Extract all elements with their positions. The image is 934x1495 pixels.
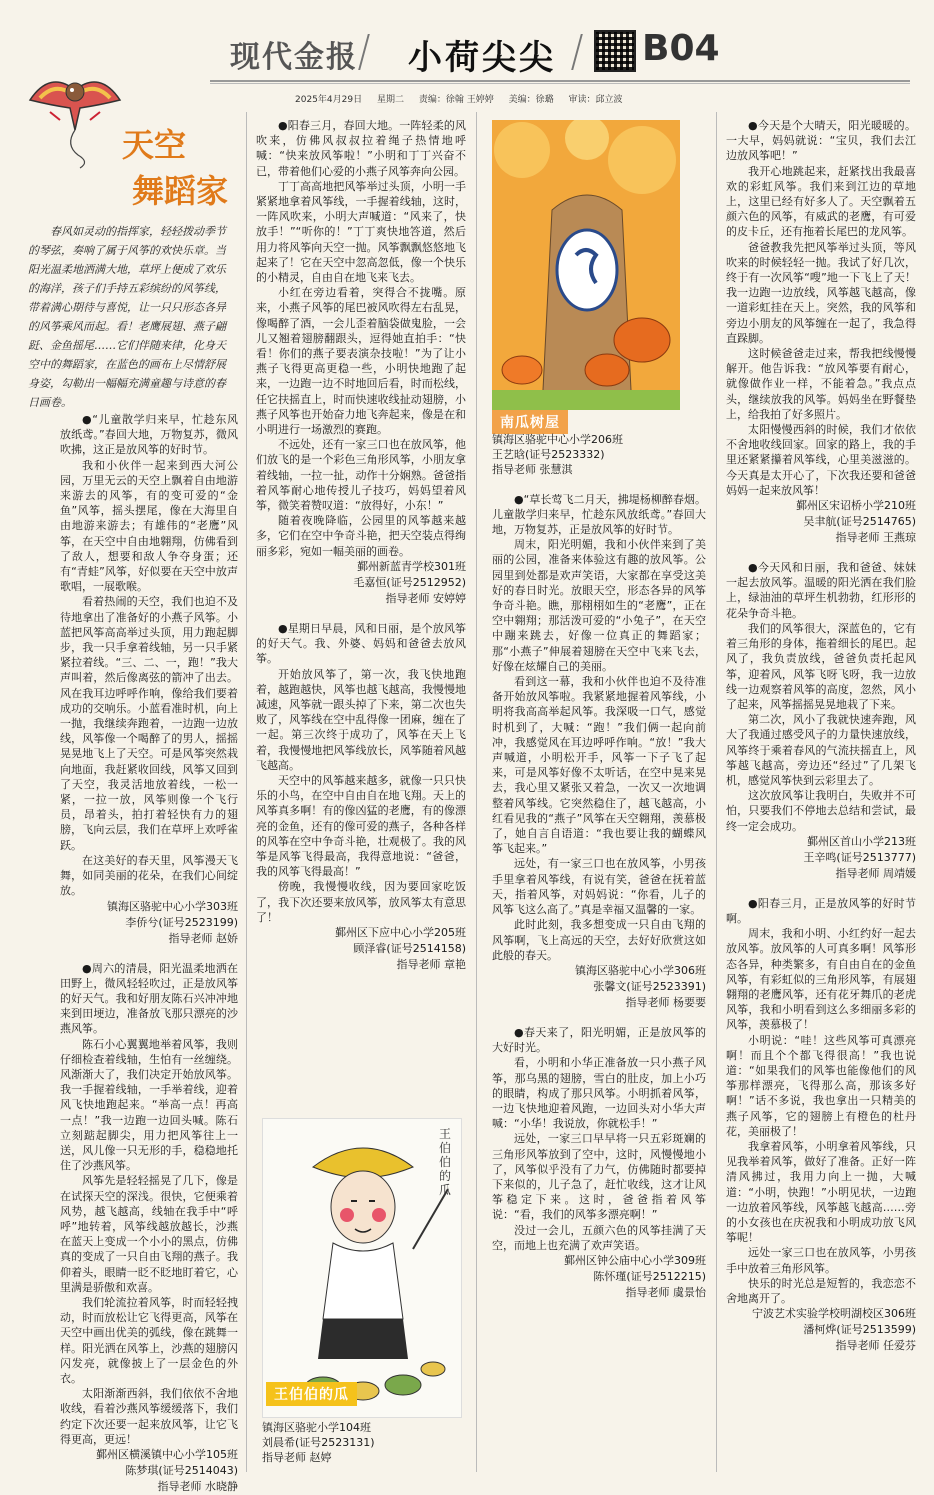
issue-weekday: 星期二 xyxy=(376,95,404,105)
article-paragraph: 在这美好的春天里，风筝漫天飞舞，如同美丽的花朵，在我们心间绽放。 xyxy=(60,853,238,898)
feature-intro: 春风如灵动的指挥家，轻轻拨动季节的琴弦，奏响了属于风筝的欢快乐章。当阳光温柔地洒满大地，草坪上便成了欢乐的海洋，孩子们手持五彩缤纷的风筝线，带着满心期待与喜悦，让一只只形态各异的风筝乘风而起。看！老鹰展翅、燕子翩跹、金鱼摇尾……它们伴随来律，化身天空中的舞蹈家，在蓝色的画布上尽情舒展身姿，勾勒出一幅幅充满童趣与诗意的春日画卷。 xyxy=(28,225,226,409)
author-teacher: 指导老师 水晓静 xyxy=(157,1480,238,1493)
author-teacher: 指导老师 赵娇 xyxy=(168,931,238,945)
author-teacher: 指导老师 王燕琼 xyxy=(835,531,916,545)
article-paragraph: ●阳春三月，正是放风筝的好时节啊。 xyxy=(726,896,916,925)
article-paragraph: 此时此刻，我多想变成一只自由飞翔的风筝啊，飞上高远的天空，去好好欣赏这如此般的春天。 xyxy=(492,918,706,962)
author-name: 陈梦琪(证号2514043) xyxy=(125,1464,238,1477)
painting-caption: 南瓜树屋 xyxy=(492,410,568,434)
newspaper-name: 现代金报 xyxy=(230,40,358,75)
author-school: 镇海区骆驼小学104班 xyxy=(262,1421,371,1434)
qr-code-icon[interactable] xyxy=(594,30,636,72)
author-school: 镇海区骆驼中心小学303班 xyxy=(107,899,238,913)
page-number: B04 xyxy=(642,28,720,69)
painting-credit xyxy=(262,1420,472,1466)
column-divider xyxy=(716,112,717,1472)
author-school: 鄞州区下应中心小学205班 xyxy=(335,925,466,939)
author-name: 王艺晗(证号2523332) xyxy=(492,448,605,462)
article-paragraph: 周末，我和小明、小红约好一起去放风筝。放风筝的人可真多啊！风筝形态各异，种类繁多，有自由自在的金鱼风筝，有彩虹似的三角形风筝，有展翅翱翔的老鹰风筝，还有花牙舞爪的老虎风筝，我和小明看到这么多细丽多彩的风筝，羡慕极了！ xyxy=(726,927,916,1032)
article-paragraph: 远处一家三口也在放风筝，小男孩手中放着三角形风筝。 xyxy=(726,1246,916,1275)
feature-title-line2: 舞蹈家 xyxy=(132,172,229,210)
column-1 xyxy=(60,412,238,1495)
article-paragraph: 远处，一家三口早早将一只五彩斑斓的三角形风筝放到了空中，这时，风慢慢地小了，风筝似乎没有了力气，仿佛随时都要掉下来似的，儿子急了，赶忙收线，这才让风筝稳定下来。这时，爸爸指着风筝说：“看，我们的风筝多漂亮啊！” xyxy=(492,1132,706,1222)
header-rule xyxy=(210,83,910,84)
kite-illustration-icon xyxy=(20,60,130,170)
article-paragraph: 第二次，风小了我就快速奔跑，风大了我通过感受风子的力量快速放线，风筝终于乘着春风的气流扶摇直上，风筝越飞越高，旁边还“经过”了几架飞机，感觉风筝快到云彩里去了。 xyxy=(726,713,916,787)
article-paragraph: ●“草长莺飞二月天，拂堤杨柳醉春烟。儿童散学归来早，忙趁东风放纸鸢。”春回大地，万物复苏，正是放风筝的好时节。 xyxy=(492,492,706,537)
article-paragraph: 我们的风筝很大，深蓝色的，它有着三角形的身体，拖着细长的尾巴。起风了，我负责放线，爸爸负责托起风筝，迎着风，风筝飞呀飞呀，我一边放线一边观察着风筝的高度，忽然，风小了起来，风筝摇摇晃晃地栽了下来。 xyxy=(726,621,916,711)
column-divider xyxy=(246,112,247,1472)
article-paragraph: 开始放风筝了，第一次，我飞快地跑着，越跑越快，风筝也越飞越高，我慢慢地减速，风筝就一跟头掉了下来，第二次也失败了，风筝线在空中乱得像一团麻，缠在了一起。第三次终于成功了，风筝在天上飞着，我慢慢地把风筝线放长，风筝随着风越飞越高。 xyxy=(256,667,466,772)
article-paragraph: 我开心地跳起来，赶紧找出我最喜欢的彩虹风筝。我们来到江边的草地上，这里已经有好多人了。天空飘着五颜六色的风筝，有威武的老鹰，有可爱的皮卡丘，还有拖着长尾巴的龙风筝。 xyxy=(726,164,916,239)
author-name: 李侨兮(证号2523199) xyxy=(125,915,238,929)
article-paragraph: ●春天来了，阳光明媚，正是放风筝的大好时光。 xyxy=(492,1025,706,1055)
header-separator xyxy=(571,34,583,70)
article-paragraph: 我和小伙伴一起来到西大河公园，万里无云的天空上飘着自由地游来游去的风筝，有的变可爱的“金鱼”风筝，摇头摆尾，像在大海里自由地游来游去；有雄伟的“老鹰”风筝，在天空中自由地翱翔，仿佛看到了敌人，想要和敌人争夺身蛋；还有“青蛙”风筝，好似要在天空中放声歌唱，一展歌喉。 xyxy=(60,458,238,594)
article-paragraph: 这次放风筝让我明白，失败并不可怕，只要我们不停地去总结和尝试，最终一定会成功。 xyxy=(726,789,916,833)
header-rule xyxy=(210,80,910,82)
author-name: 毛嘉恒(证号2512952) xyxy=(353,575,466,589)
article-paragraph: 傍晚，我慢慢收线，因为要回家吃饭了，我下次还要来放风筝，放风筝太有意思了！ xyxy=(256,880,466,924)
author-school: 鄞州区横溪镇中心小学105班 xyxy=(96,1448,238,1461)
article-paragraph: 风筝先是轻轻摇晃了几下，像是在试探天空的深浅。很快，它便乘着风势，越飞越高，线轴在我手中“呼呼”地转着，风筝线越放越长，沙燕在蓝天上变成一个小小的黑点，仿佛真的变成了一只自由飞翔的燕子。我仰着头，眼睛一眨不眨地盯着它，心里满是骄傲和欢喜。 xyxy=(60,1174,238,1294)
article-paragraph: 看着热闹的天空，我们也迫不及待地拿出了准备好的小燕子风筝。小蓝把风筝高高举过头顶，用力跑起脚步，我一只手拿着线轴，另一只手紧紧拉着线。“三、二、一，跑！”我大声叫着，然后像离弦的箭冲了出去。风在我耳边呼呼作响，像给我们要着成功的交响乐。小蓝看准时机，向上一抛，我继续奔跑着，一边跑一边放线，风筝像一个喝醉了的男人，摇摇晃晃地飞上了天空。可是风筝突然栽向地面，我赶紧收回线，风筝又回到了天空，我灵活地放着线，一松一紧，一拉一放，风筝则像一个飞行员，昂着头，拍打着轻快有力的翅膀，飞向云层，我们在草坪上欢呼雀跃。 xyxy=(60,595,238,852)
author-teacher: 指导老师 章艳 xyxy=(396,957,466,971)
author-name: 陈怀瑾(证号2512215) xyxy=(593,1269,706,1283)
article-paragraph: 陈石小心翼翼地举着风筝，我则仔细检查着线轴，生怕有一丝缠绕。风渐渐大了，我们决定开始放风筝。我一手握着线轴，一手举着线，迎着风飞快地跑起来。“举高一点！再高一点！”我一边跑一边回头喊。陈石立刻踮起脚尖，用力把风筝往上一送，风儿像一只无形的手，稳稳地托住了沙燕风筝。 xyxy=(60,1037,238,1173)
section-title: 小荷尖尖 xyxy=(408,38,556,78)
article-paragraph: 不远处，还有一家三口也在放风筝，他们放飞的是一个彩色三角形风筝，小朋友拿着线轴，一拉一扯，动作十分娴熟。爸爸指着风筝耐心地传授儿子技巧，妈妈望着风筝，微笑着赞叹道：“放得好，小东！” xyxy=(256,438,466,513)
article-paragraph: 我拿着风筝，小明拿着风筝线，只见我举着风筝，做好了准备。正好一阵清风拂过，我用力向上一抛，大喊道：“小明，快跑！”小明见状，一边跑一边放着风筝线，风筝越飞越高……旁的小女孩也在庆祝我和小明成功放飞风筝呢！ xyxy=(726,1139,916,1245)
issue-date: 2025年4月29日 xyxy=(295,95,363,105)
author-teacher: 指导老师 周靖媛 xyxy=(835,866,916,880)
author-name: 张馨文(证号2523391) xyxy=(593,979,706,993)
author-school: 鄞州区首山小学213班 xyxy=(807,834,916,848)
issue-proofreader: 审读：邱立波 xyxy=(568,95,623,105)
painting-title-text: 王伯伯的瓜 xyxy=(439,1127,452,1197)
author-name: 刘晨希(证号2523131) xyxy=(262,1436,375,1450)
author-school: 宁波艺术实验学校明湖校区306班 xyxy=(752,1307,916,1321)
article-paragraph: 这时候爸爸走过来，帮我把线慢慢解开。他告诉我：“放风筝要有耐心，就像做作业一样，不能着急。”我点点头，继续放我的风筝。妈妈坐在野餐垫上，给我拍了好多照片。 xyxy=(726,347,916,421)
article-paragraph: 丁丁高高地把风筝举过头顶，小明一手紧紧地拿着风筝线，一手握着线轴，这时，一阵风吹来，小明大声喊道：“风来了，快放手！”“听你的！”丁丁爽快地答道，然后用力将风筝向天空一抛。风筝飘飘悠悠地飞起来了！它在天空中忽高忽低，像一个快乐的小精灵，自由自在地飞来飞去。 xyxy=(256,179,466,285)
article-paragraph: 小明说：“哇！这些风筝可真漂亮啊！而且个个都飞得很高！”我也说道：“如果我们的风筝也能像他们的风筝那样漂亮，飞得那么高，那该多好啊！”话不多说，我也拿出一只精美的燕子风筝，它的翅膀上有橙色的杜丹花，美丽极了！ xyxy=(726,1033,916,1138)
article-paragraph: ●今天风和日丽，我和爸爸、妹妹一起去放风筝。温暖的阳光洒在我们脸上，绿油油的草坪生机勃勃，红形形的花朵争奇斗艳。 xyxy=(726,561,916,620)
painting-pumpkin-treehouse xyxy=(492,120,680,410)
article-paragraph: 看，小明和小华正准备放一只小燕子风筝，那乌黑的翅膀，雪白的肚皮，加上小巧的眼睛，构成了那只风筝。小明抓着风筝，一边飞快地迎着风跑，一边回头对小华大声喊：“小华！我说放，你就松手！” xyxy=(492,1056,706,1131)
column-4 xyxy=(726,118,916,1354)
article-paragraph: ●阳春三月，春回大地。一阵轻柔的风吹来，仿佛风叔叔拉着绳子热情地呼喊：“快来放风筝啦！”小明和丁丁兴奋不已，带着他们心爱的小燕子风筝奔向公园。 xyxy=(256,119,466,178)
painting-illustration-icon xyxy=(263,1119,461,1417)
issue-editor: 责编：徐翰 王婷婷 xyxy=(418,95,494,105)
painting-uncle-wang-melon xyxy=(262,1118,462,1418)
author-name: 王辛鸣(证号2513777) xyxy=(803,850,916,864)
article-paragraph: 天空中的风筝越来越多，就像一只只快乐的小鸟，在空中自由自在地飞翔。天上的风筝真多啊！有的像凶猛的老鹰，有的像漂亮的金鱼，还有的像可爱的燕子，各种各样的风筝在空中争奇斗艳，壮观极了。我的风筝是风筝飞得最高，我得意地说：“爸爸，我的风筝飞得最高！” xyxy=(256,773,466,879)
issue-meta xyxy=(295,92,635,105)
article-paragraph: 周末，阳光明媚，我和小伙伴来到了美丽的公园，准备来体验这有趣的放风筝。公园里到处都是欢声笑语，大家都在享受这美好的春日时光。放眼天空，形态各异的风筝争奇斗艳。瞧，那栩栩如生的“老鹰”，正在空中翱翔；那活泼可爱的“小兔子”，在天空中蹦来跳去，好像一位真正的舞蹈家；那“小燕子”伸展着翅膀在天空中飞来飞去，好像在炫耀自己的美丽。 xyxy=(492,538,706,673)
author-name: 吴聿航(证号2514765) xyxy=(803,515,916,529)
column-3 xyxy=(492,432,706,1301)
author-teacher: 指导老师 虞景怡 xyxy=(625,1285,706,1299)
author-school: 镇海区骆驼中心小学206班 xyxy=(492,433,623,446)
article-paragraph: 小红在旁边看着，突得合不拢嘴。原来，小燕子风筝的尾巴被风吹得左右乱晃，像喝醉了酒，一会儿歪着脑袋做鬼脸，一会儿又翘着翅膀翻跟头，逗得她直拍手：“快看！你们的燕子要表演杂技啦！”为了让小燕子飞得更高更稳一些，小明快地跑了起来，一边跑一边不时地回后看，时而松线，任它扶摇直上，时而快速收线扯动翅膀，小燕子风筝也开始奋力地飞奔起来，像是在和小明进行一场激烈的赛跑。 xyxy=(256,286,466,437)
article-paragraph: ●周六的清晨，阳光温柔地洒在田野上，微风轻轻吹过，正是放风筝的好天气。我和好朋友陈石兴冲冲地来到田埂边，准备放飞那只漂亮的沙燕风筝。 xyxy=(60,961,238,1036)
author-name: 顾泽睿(证号2514158) xyxy=(353,941,466,955)
article-paragraph: 爸爸教我先把风筝举过头顶，等风吹来的时候轻轻一抛。我试了好几次，终于有一次风筝“嗖”地一下飞上了天！我一边跑一边放线，风筝越飞越高，像一道彩虹挂在天上。突然，我的风筝和旁边小朋友的风筝缠在一起了，我急得直跺脚。 xyxy=(726,240,916,345)
author-school: 鄞州新蓝青学校301班 xyxy=(357,559,466,573)
article-paragraph: 快乐的时光总是短暂的，我恋恋不舍地离开了。 xyxy=(726,1276,916,1306)
author-school: 镇海区骆驼中心小学306班 xyxy=(575,963,706,977)
author-school: 鄞州区钟公庙中心小学309班 xyxy=(564,1253,706,1267)
header-separator xyxy=(358,34,370,70)
painting-caption: 王伯伯的瓜 xyxy=(266,1382,357,1406)
article-paragraph: 没过一会儿，五颜六色的风筝挂满了天空，而地上也充满了欢声笑语。 xyxy=(492,1223,706,1252)
article-paragraph: 我们轮流拉着风筝，时而轻轻拽动，时而放松让它飞得更高，风筝在天空中画出优美的弧线，像在跳舞一样。阳光洒在风筝上，沙燕的翅膀闪闪发亮，就像披上了一层金色的外衣。 xyxy=(60,1295,238,1385)
article-paragraph: ●“儿童散学归来早，忙趁东风放纸鸢。”春回大地，万物复苏，微风吹拂，这正是放风筝的好时节。 xyxy=(60,413,238,457)
feature-title-line1: 天空 xyxy=(122,126,187,164)
painting-illustration-icon xyxy=(492,120,680,410)
author-school: 鄞州区宋诏桥小学210班 xyxy=(796,499,916,513)
article-paragraph: 太阳慢慢西斜的时候，我们才依依不舍地收线回家。回家的路上，我的手里还紧紧攥着风筝线，心里美滋滋的。今天真是太开心了，下次我还要和爸爸妈妈一起来放风筝！ xyxy=(726,423,916,497)
author-teacher: 指导老师 任爱芬 xyxy=(835,1339,916,1353)
article-paragraph: 远处，有一家三口也在放风筝，小男孩手里拿着风筝线，有说有笑，爸爸在抚着蓝天，指着风筝，对妈妈说：“你看，儿子的风筝飞这么高了。”真是幸福又温馨的一家。 xyxy=(492,857,706,917)
article-paragraph: 随着夜晚降临，公园里的风筝越来越多，它们在空中争奇斗艳，把天空装点得绚丽多彩，宛如一幅美丽的画卷。 xyxy=(256,514,466,558)
article-paragraph: ●今天是个大晴天，阳光暖暖的。一大早，妈妈就说：“宝贝，我们去江边放风筝吧！” xyxy=(726,119,916,163)
author-teacher: 指导老师 赵婷 xyxy=(262,1451,332,1465)
author-teacher: 指导老师 张慧淇 xyxy=(492,463,573,477)
article-paragraph: 看到这一幕，我和小伙伴也迫不及待准备开始放风筝啦。我紧紧地握着风筝线，小明将我高高举起风筝。我深吸一口气，感觉时机到了，大喊：“跑！”我们俩一起向前冲，我感觉风在耳边呼呼作响。“放！”我大声喊道，小明松开手，风筝一下子飞了起来，可是风筝好像不太听话，在空中晃来晃去，我心里又紧张又着急，一次又一次地调整着风筝线。它突然稳住了，越飞越高，小红看见我的“燕子”风筝在天空翱翔，羡慕极了，她自言自语道：“我也要让我的蝴蝶风筝飞起来。” xyxy=(492,675,706,856)
author-teacher: 指导老师 杨要要 xyxy=(625,995,706,1009)
issue-designer: 美编：徐璐 xyxy=(508,95,554,105)
article-paragraph: ●星期日早晨，风和日丽，是个放风筝的好天气。我、外婆、妈妈和爸爸去放风筝。 xyxy=(256,621,466,666)
article-paragraph: 太阳渐渐西斜，我们依依不舍地收线，看着沙燕风筝缓缓落下，我们约定下次还要一起来放风筝，让它飞得更高，更远！ xyxy=(60,1387,238,1446)
author-name: 潘柯烨(证号2513599) xyxy=(803,1323,916,1337)
column-divider xyxy=(476,112,477,1472)
author-teacher: 指导老师 安婷婷 xyxy=(385,591,466,605)
column-2 xyxy=(256,118,466,973)
